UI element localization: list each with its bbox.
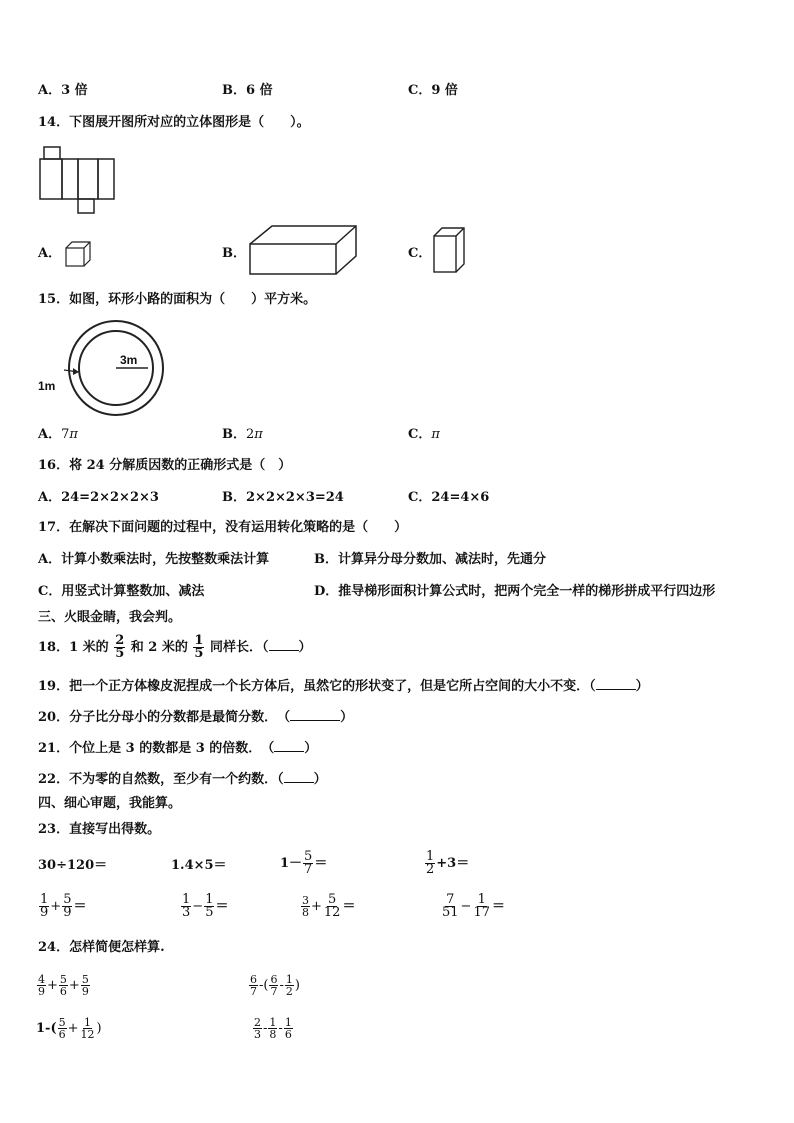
q14-label-c: C． [408, 246, 432, 261]
q18-answer-blank[interactable] [269, 638, 299, 651]
q17-option-d: D．推导梯形面积计算公式时，把两个完全一样的梯形拼成平行四边形 [314, 584, 716, 599]
q24-calc-3: 1-( $\frac{5}{6}$ + $\frac{1}{12}$ ) [36, 1016, 102, 1041]
cube-net-figure [38, 143, 128, 215]
q15-option-b: B．2π [222, 427, 263, 442]
q17-option-a: A．计算小数乘法时，先按整数乘法计算 [38, 552, 270, 567]
q21-answer-blank[interactable] [274, 739, 304, 752]
q22: 22．不为零的自然数，至少有一个约数．（ ） [38, 772, 327, 787]
q14-label-b: B． [222, 246, 246, 261]
q16-option-b: B．2×2×2×3=24 [222, 490, 344, 505]
q19: 19．把一个正方体橡皮泥捏成一个长方体后，虽然它的形状变了，但是它所占空间的大小不变．（ ） [38, 679, 649, 694]
q18: 18．1 米的 $\frac{2}{5}$ 和 2 米的 $\frac{1}{5}$ 同样长．（ ） [38, 633, 312, 661]
q14-label-a: A． [38, 246, 62, 261]
q23-expr-3: 1－ $\frac{5}{7}$ ＝ [280, 849, 328, 877]
flat-box-figure [248, 222, 358, 278]
q18-frac-2: $\frac{1}{5}$ [194, 633, 204, 661]
q19-answer-blank[interactable] [596, 677, 636, 690]
section-3-heading: 三、火眼金睛，我会判。 [38, 610, 182, 625]
q13-option-a: A．3 倍 [38, 83, 88, 98]
q17-stem: 17．在解决下面问题的过程中，没有运用转化策略的是（ ） [38, 520, 408, 535]
q21: 21．个位上是 3 的数都是 3 的倍数． （ ） [38, 741, 318, 756]
q23-expr-6: $\frac{1}{3}$ − $\frac{1}{5}$ ＝ [182, 892, 229, 920]
q17-option-b: B．计算异分母分数加、减法时，先通分 [314, 552, 547, 567]
q16-option-a: A．24=2×2×2×3 [38, 490, 159, 505]
q15-option-a: A．7π [38, 427, 78, 442]
q16-stem: 16．将 24 分解质因数的正确形式是（ ） [38, 458, 292, 473]
q16-option-c: C．24=4×6 [408, 490, 490, 505]
section-4-heading: 四、细心审题，我能算。 [38, 796, 182, 811]
q23-expr-2: 1.4×5＝ [171, 858, 227, 873]
tall-box-figure [432, 226, 468, 276]
q20-answer-blank[interactable] [290, 708, 340, 721]
q23-expr-7: $\frac{3}{8}$ + $\frac{5}{12}$ ＝ [302, 892, 356, 920]
q14-stem: 14．下图展开图所对应的立体图形是（ ）。 [38, 115, 310, 130]
ring-width-label: 1m [38, 379, 56, 393]
q20: 20．分子比分母小的分数都是最简分数． （ ） [38, 710, 354, 725]
q24-calc-2: $\frac{6}{7}$ -( $\frac{6}{7}$ - $\frac{1}{2}$ ) [250, 973, 300, 998]
q17-option-c: C．用竖式计算整数加、减法 [38, 584, 205, 599]
q23-stem: 23．直接写出得数。 [38, 822, 161, 837]
q23-expr-4: $\frac{1}{2}$ +3＝ [426, 849, 470, 877]
inner-radius-label: 3m [120, 353, 138, 367]
q24-stem: 24．怎样简便怎样算. [38, 940, 165, 955]
q13-option-c: C．9 倍 [408, 83, 458, 98]
q24-calc-1: $\frac{4}{9}$ + $\frac{5}{6}$ + $\frac{5}{9}$ [38, 973, 89, 998]
q24-calc-4: $\frac{2}{3}$ - $\frac{1}{8}$ - $\frac{1}{6}$ [254, 1016, 292, 1041]
small-cube-figure [64, 240, 94, 270]
q15-option-c: C．π [408, 427, 440, 442]
q23-expr-5: $\frac{1}{9}$ + $\frac{5}{9}$ ＝ [40, 892, 87, 920]
ring-path-figure [36, 318, 166, 418]
q23-expr-1: 30÷120＝ [38, 858, 108, 873]
q18-frac-1: $\frac{2}{5}$ [115, 633, 125, 661]
q15-stem: 15．如图，环形小路的面积为（ ）平方米。 [38, 292, 317, 307]
q13-option-b: B．6 倍 [222, 83, 273, 98]
q22-answer-blank[interactable] [284, 770, 314, 783]
q23-expr-8: $\frac{7}{51}$ − $\frac{1}{17}$ ＝ [442, 892, 506, 920]
